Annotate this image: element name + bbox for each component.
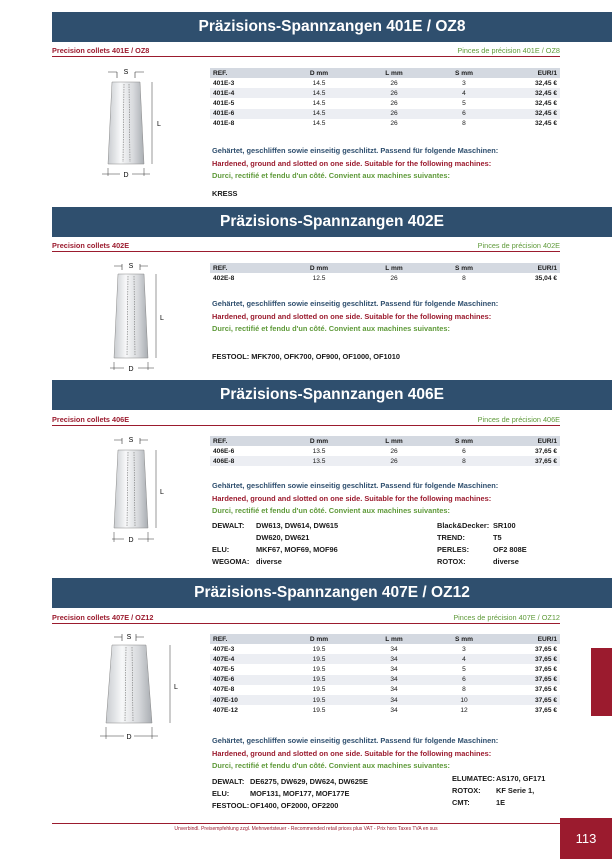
page-number: 113	[560, 818, 612, 859]
dim-label-d: D	[123, 172, 129, 179]
divider	[52, 623, 560, 624]
section-title-407e: Präzisions-Spannzangen 407E / OZ12	[52, 578, 612, 608]
col-s: S mm	[424, 68, 504, 78]
collet-drawing-401e	[100, 64, 180, 184]
section-title-402e: Präzisions-Spannzangen 402E	[52, 207, 612, 237]
description-fr: Durci, rectifié et fendu d'un côté. Convient aux machines suivantes:	[212, 171, 450, 181]
subtitle-en: Precision collets 401E / OZ8	[52, 46, 150, 55]
chapter-tab	[591, 648, 612, 716]
col-ref: REF.	[210, 68, 274, 78]
table-row: 406E-8 13.5 26 8 37,65 €	[210, 456, 560, 466]
product-table-406e: REF. D mm L mm S mm EUR/1 406E-6 13.5 26 6 37,65 € 406E-8 13.5 26 8 37,65 €	[210, 436, 560, 466]
description-en: Hardened, ground and slotted on one side. Suitable for the following machines:	[212, 158, 492, 168]
col-l: L mm	[364, 68, 424, 78]
table-row: 407E-8 19.5 34 8 37,65 €	[210, 685, 560, 695]
table-row: 401E-4 14.5 26 4 32,45 €	[210, 88, 560, 98]
svg-text:S: S	[126, 634, 132, 641]
subtitle-fr: Pinces de précision 401E / OZ8	[457, 46, 560, 55]
footer-divider	[52, 823, 612, 824]
svg-text:S: S	[128, 437, 134, 444]
product-table-407e: REF. D mm L mm S mm EUR/1 407E-3 19.5 34 3 37,65 € 407E-4 19.5 34 4 37,65 € 407E-5 19.5 34 5 37,65 € 407E-6 19.5 34 6 37,65 € 407E-8 19.5 34 8 37,65 € 407E-10 19.5 34 10 37,65 € 407E-12 19.5 34 12 37,65 €	[210, 634, 560, 715]
section-subtitle-row	[52, 238, 560, 250]
collet-drawing-407e	[100, 629, 190, 745]
table-row: 407E-12 19.5 34 12 37,65 €	[210, 705, 560, 715]
dim-label-s: S	[128, 263, 134, 270]
collet-drawing-402e	[110, 258, 190, 374]
compatible-machines: FESTOOL: MFK700, OFK700, OF900, OF1000, OF1010	[212, 352, 400, 361]
description-block: Gehärtet, geschliffen sowie einseitig geschlitzt. Passend für folgende Maschinen: Hardened, ground and slotted on one side. Suitable for the following machines: Durci, rectifié et fendu d'un côté. Convient aux machines suivantes:	[212, 299, 499, 334]
table-row: 407E-6 19.5 34 6 37,65 €	[210, 675, 560, 685]
table-row: 401E-5 14.5 26 5 32,45 €	[210, 98, 560, 108]
description-block: Gehärtet, geschliffen sowie einseitig geschlitzt. Passend für folgende Maschinen: Hardened, ground and slotted on one side. Suitable for the following machines: Durci, rectifié et fendu d'un côté. Convient aux machines suivantes:	[212, 481, 499, 516]
table-row: 402E-8 12.5 26 8 35,04 €	[210, 273, 560, 283]
svg-text:L: L	[174, 684, 178, 691]
svg-text:D: D	[126, 734, 132, 741]
table-row: 407E-10 19.5 34 10 37,65 €	[210, 695, 560, 705]
footer-note: Unverbindl. Preisempfehlung zzgl. Mehrwertsteuer - Recommended retail prices plus VAT - Prix hors Taxes TVA en sus	[174, 826, 438, 832]
table-row: 407E-5 19.5 34 5 37,65 €	[210, 664, 560, 674]
divider	[52, 251, 560, 252]
section-subtitle-row: Precision collets 406E Pinces de précision 406E	[52, 415, 560, 424]
table-row: 406E-6 13.5 26 6 37,65 €	[210, 446, 560, 456]
dim-label-l: L	[160, 315, 164, 322]
description-block: Gehärtet, geschliffen sowie einseitig geschlitzt. Passend für folgende Maschinen: Hardened, ground and slotted on one side. Suitable for the following machines: Durci, rectifié et fendu d'un côté. Convient aux machines suivantes:	[212, 736, 499, 771]
svg-text:D: D	[128, 537, 134, 544]
table-row: 401E-3 14.5 26 3 32,45 €	[210, 78, 560, 88]
divider	[52, 56, 560, 57]
subtitle-fr: Pinces de précision 402E	[477, 241, 560, 250]
svg-text:L: L	[160, 489, 164, 496]
section-subtitle-row: Precision collets 407E / OZ12 Pinces de précision 407E / OZ12	[52, 613, 560, 622]
compatible-machines: KRESS	[212, 189, 238, 198]
section-title-406e: Präzisions-Spannzangen 406E	[52, 380, 612, 410]
dim-label-l: L	[157, 121, 161, 128]
table-row: 401E-8 14.5 26 8 32,45 €	[210, 119, 560, 129]
compatible-machines-407e: DEWALT: DE6275, DW629, DW624, DW625E ELU: MOF131, MOF177, MOF177E FESTOOL:OF1400, OF2000, OF2200 ELUMATEC:AS170, GF171 ROTOX: KF Serie 1, CMT: 1E	[212, 774, 546, 810]
section-title-401e: Präzisions-Spannzangen 401E / OZ8	[52, 12, 612, 42]
compatible-machines-406e: DEWALT: DW613, DW614, DW615 DW620, DW621 ELU: MKF67, MOF69, MOF96 WEGOMA: diverse Black&Decker: SR100 TREND: T5 PERLES: OF2 808E ROTOX: diverse	[212, 521, 527, 566]
table-row: 407E-3 19.5 34 3 37,65 €	[210, 644, 560, 654]
divider	[52, 425, 560, 426]
description-block	[212, 145, 498, 183]
section-subtitle-row	[52, 43, 560, 55]
subtitle-en: Precision collets 402E	[52, 241, 130, 250]
col-price: EUR/1	[504, 68, 560, 78]
collet-drawing-406e	[112, 432, 192, 548]
product-table-401e	[210, 68, 560, 129]
dim-label-s: S	[123, 69, 129, 76]
table-row: 407E-4 19.5 34 4 37,65 €	[210, 654, 560, 664]
dim-label-d: D	[128, 366, 134, 373]
product-table-402e: REF. D mm L mm S mm EUR/1 402E-8 12.5 26 8 35,04 €	[210, 263, 560, 283]
description-de: Gehärtet, geschliffen sowie einseitig geschlitzt. Passend für folgende Maschinen:	[212, 146, 499, 155]
col-d: D mm	[274, 68, 364, 78]
table-row: 401E-6 14.5 26 6 32,45 €	[210, 109, 560, 119]
